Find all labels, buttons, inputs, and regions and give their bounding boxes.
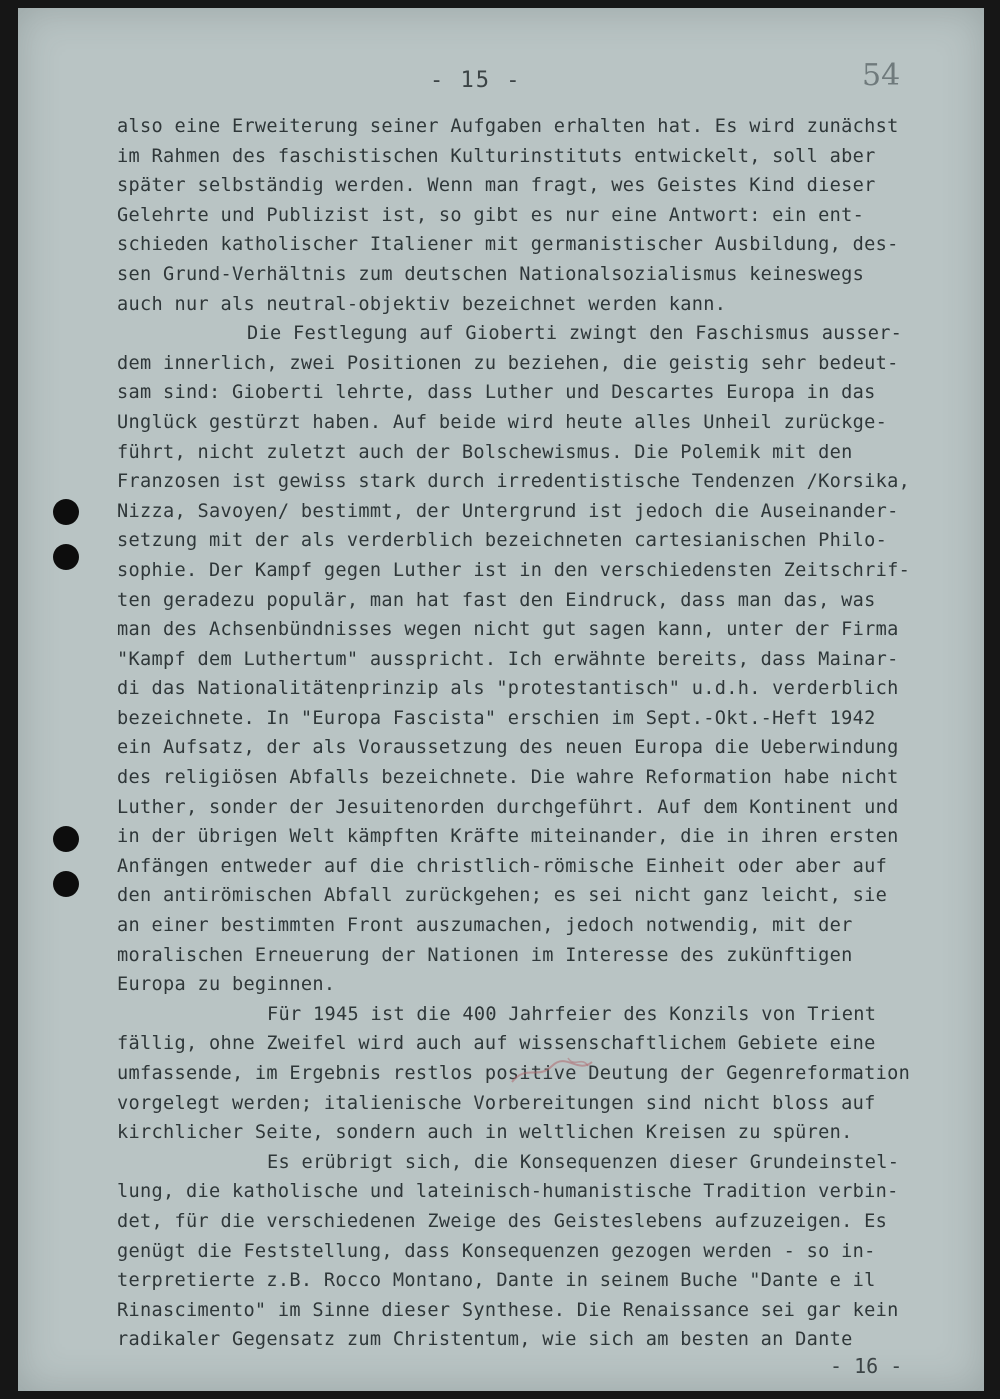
text-line: an einer bestimmten Front auszumachen, jedoch notwendig, mit der bbox=[117, 915, 853, 937]
text-line: sen Grund-Verhältnis zum deutschen Nationalsozialismus keineswegs bbox=[117, 263, 865, 285]
text-line: fällig, ohne Zweifel wird auch auf wissenschaftlichem Gebiete eine bbox=[117, 1033, 876, 1055]
text-line: den antirömischen Abfall zurückgehen; es sei nicht ganz leicht, sie bbox=[117, 885, 888, 907]
text-line: Gelehrte und Publizist ist, so gibt es nur eine Antwort: ein ent- bbox=[117, 204, 865, 226]
text-line: sophie. Der Kampf gegen Luther ist in den verschiedensten Zeitschrif- bbox=[117, 559, 911, 581]
text-line: Rinascimento" im Sinne dieser Synthese. Die Renaissance sei gar kein bbox=[117, 1299, 899, 1321]
text-line: kirchlicher Seite, sondern auch in weltlichen Kreisen zu spüren. bbox=[117, 1122, 853, 1144]
text-line: Anfängen entweder auf die christlich-römische Einheit oder aber auf bbox=[117, 855, 888, 877]
punch-hole bbox=[53, 544, 79, 570]
text-line: Nizza, Savoyen/ bestimmt, der Untergrund ist jedoch die Auseinander- bbox=[117, 500, 899, 522]
text-line: des religiösen Abfalls bezeichnete. Die wahre Reformation habe nicht bbox=[117, 767, 899, 789]
punch-hole bbox=[53, 871, 79, 897]
text-line: also eine Erweiterung seiner Aufgaben erhalten hat. Es wird zunächst bbox=[117, 116, 899, 137]
page-number: - 15 - bbox=[430, 68, 522, 93]
text-line: genügt die Feststellung, dass Konsequenzen gezogen werden - so in- bbox=[117, 1240, 876, 1262]
text-line: im Rahmen des faschistischen Kulturinstituts entwickelt, soll aber bbox=[117, 145, 876, 167]
text-line: Unglück gestürzt haben. Auf beide wird heute alles Unheil zurückge- bbox=[117, 411, 888, 433]
catchword-next-page: - 16 - bbox=[830, 1354, 903, 1378]
text-line: di das Nationalitätenprinzip als "protestantisch" u.d.h. verderblich bbox=[117, 678, 899, 700]
text-line: terpretierte z.B. Rocco Montano, Dante in seinem Buche "Dante e il bbox=[117, 1270, 876, 1292]
text-line: auch nur als neutral-objektiv bezeichnet werden kann. bbox=[117, 293, 727, 315]
text-line: "Kampf dem Luthertum" ausspricht. Ich erwähnte bereits, dass Mainar- bbox=[117, 648, 899, 670]
text-line: Europa zu beginnen. bbox=[117, 974, 336, 996]
text-line: lung, die katholische und lateinisch-humanistische Tradition verbin- bbox=[117, 1181, 899, 1203]
text-line: dem innerlich, zwei Positionen zu beziehen, die geistig sehr bedeut- bbox=[117, 352, 899, 374]
text-line: umfassende, im Ergebnis restlos positive Deutung der Gegenreformation bbox=[117, 1063, 911, 1084]
text-line: Es erübrigt sich, die Konsequenzen dieser Grundeinstel- bbox=[267, 1151, 900, 1173]
text-line: Luther, sonder der Jesuitenorden durchgeführt. Auf dem Kontinent und bbox=[117, 796, 899, 818]
text-line: bezeichnete. In "Europa Fascista" erschien im Sept.-Okt.-Heft 1942 bbox=[117, 707, 876, 729]
punch-hole bbox=[53, 499, 79, 525]
text-line: führt, nicht zuletzt auch der Bolschewismus. Die Polemik mit den bbox=[117, 441, 853, 463]
text-line: ein Aufsatz, der als Voraussetzung des neuen Europa die Ueberwindung bbox=[117, 737, 899, 759]
handwritten-folio-number: 54 bbox=[862, 58, 901, 93]
text-line: ten geradezu populär, man hat fast den Eindruck, dass man das, was bbox=[117, 589, 876, 611]
text-line: sam sind: Gioberti lehrte, dass Luther und Descartes Europa in das bbox=[117, 382, 876, 404]
red-pencil-mark bbox=[508, 1052, 628, 1092]
punch-hole bbox=[53, 826, 79, 852]
text-line: Für 1945 ist die 400 Jahrfeier des Konzils von Trient bbox=[267, 1003, 877, 1025]
text-line: moralischen Erneuerung der Nationen im Interesse des zukünftigen bbox=[117, 944, 853, 966]
text-line: schieden katholischer Italiener mit germanistischer Ausbildung, des- bbox=[117, 234, 899, 256]
text-line: setzung mit der als verderblich bezeichneten cartesianischen Philo- bbox=[117, 530, 888, 552]
text-line: Franzosen ist gewiss stark durch irredentistische Tendenzen /Korsika, bbox=[117, 471, 911, 493]
typewritten-body-text bbox=[117, 112, 967, 1355]
text-line: radikaler Gegensatz zum Christentum, wie sich am besten an Dante bbox=[117, 1329, 853, 1351]
text-line: man des Achsenbündnisses wegen nicht gut sagen kann, unter der Firma bbox=[117, 619, 899, 641]
text-line: später selbständig werden. Wenn man fragt, wes Geistes Kind dieser bbox=[117, 175, 876, 197]
text-line: det, für die verschiedenen Zweige des Geisteslebens aufzuzeigen. Es bbox=[117, 1210, 888, 1232]
text-line: vorgelegt werden; italienische Vorbereitungen sind nicht bloss auf bbox=[117, 1092, 876, 1114]
text-line: in der übrigen Welt kämpften Kräfte miteinander, die in ihren ersten bbox=[117, 826, 899, 848]
text-line: Die Festlegung auf Gioberti zwingt den Faschismus ausser- bbox=[247, 323, 903, 345]
